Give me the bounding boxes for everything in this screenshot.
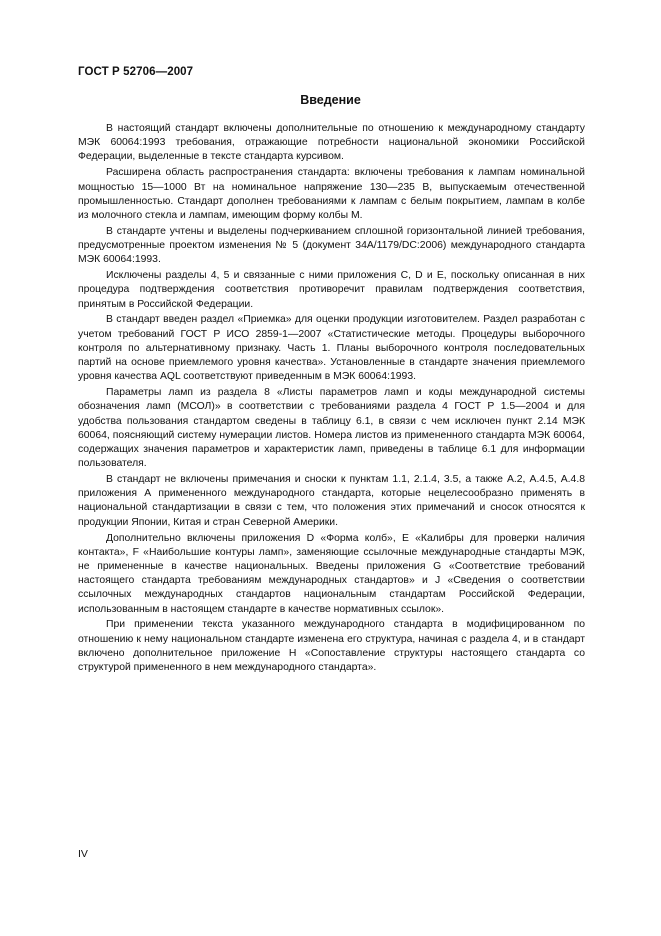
paragraph: Расширена область распространения стандарта: включены требования к лампам номинальной мощностью 15—1000 Вт на номинальное напряжение 130—235 В, выпускаемым отечественной промышленностью. Стандарт дополнен требованиями к лампам с белым покрытием, лампам в колбе из молочного стекла и лампам, имеющим форму колбы М. bbox=[78, 167, 585, 221]
paragraph: В стандарт введен раздел «Приемка» для оценки продукции изготовителем. Раздел разработан с учетом требований ГОСТ Р ИСО 2859-1—2007 «Статистические методы. Процедуры выборочного контроля по альтернативному признаку. Часть 1. Планы выборочного контроля последовательных партий на основе приемлемого уровня качества». Установленные в стандарте значения приемлемого уровня качества AQL соответствуют приведенным в МЭК 60064:1993. bbox=[78, 314, 585, 383]
document-header: ГОСТ Р 52706—2007 bbox=[78, 66, 194, 78]
page-number: IV bbox=[78, 848, 88, 860]
paragraph: В стандарте учтены и выделены подчеркиванием сплошной горизонтальной линией требования, предусмотренные проектом изменения № 5 (документ 34А/1179/DC:2006) международного стандарта МЭК 60064:1993. bbox=[78, 225, 585, 266]
paragraph: Параметры ламп из раздела 8 «Листы параметров ламп и коды международной системы обозначения ламп (МСОЛ)» в соответствии с требованиями раздела 4 ГОСТ Р 1.5—2004 и для удобства пользования стандартом сведены в таблицу 6.1, в связи с чем исключен пункт 2.14 МЭК 60064, поясняющий систему нумерации листов. Номера листов из примененного стандарта МЭК 60064, содержащих значения параметров и характеристик ламп, приведены в таблице 6.1 для информации пользователя. bbox=[78, 387, 585, 470]
page-title: Введение bbox=[300, 93, 361, 107]
paragraph: При применении текста указанного международного стандарта в модифицированном по отношению к нему национальном стандарте изменена его структура, начиная с раздела 4, и в стандарт включено дополнительное приложение Н «Сопоставление структуры настоящего стандарта со структурой примененного в нем международного стандарта». bbox=[78, 619, 585, 674]
paragraph: Исключены разделы 4, 5 и связанные с ними приложения С, D и Е, поскольку описанная в них процедура подтверждения соответствия противоречит правилам подтверждения соответствия, принятым в Российской Федерации. bbox=[78, 270, 585, 310]
paragraph: В настоящий стандарт включены дополнительные по отношению к международному стандарту МЭК 60064:1993 требования, отражающие потребности национальной экономики Российской Федерации, выделенные в тексте стандарта курсивом. bbox=[78, 123, 585, 163]
paragraph: Дополнительно включены приложения D «Форма колб», Е «Калибры для проверки наличия контакта», F «Наибольшие контуры ламп», заменяющие ссылочные международные стандарты МЭК, не примененные в качестве национальных. Введены приложения G «Соответствие требований настоящего стандарта требованиям международных стандартов» и J «Сведения о соответствии ссылочных международных стандартов национальным стандартам Российской Федерации, использованным в настоящем стандарте в качестве нормативных ссылок». bbox=[78, 532, 585, 615]
document-body bbox=[78, 122, 585, 677]
paragraph: В стандарт не включены примечания и сноски к пунктам 1.1, 2.1.4, 3.5, а также А.2, А.4.5, А.4.8 приложения А примененного международного стандарта, которые нецелесообразно применять в национальной стандартизации в связи с тем, что положения этих примечаний и сносок относятся к продукции Японии, Китая и стран Северной Америки. bbox=[78, 474, 585, 528]
